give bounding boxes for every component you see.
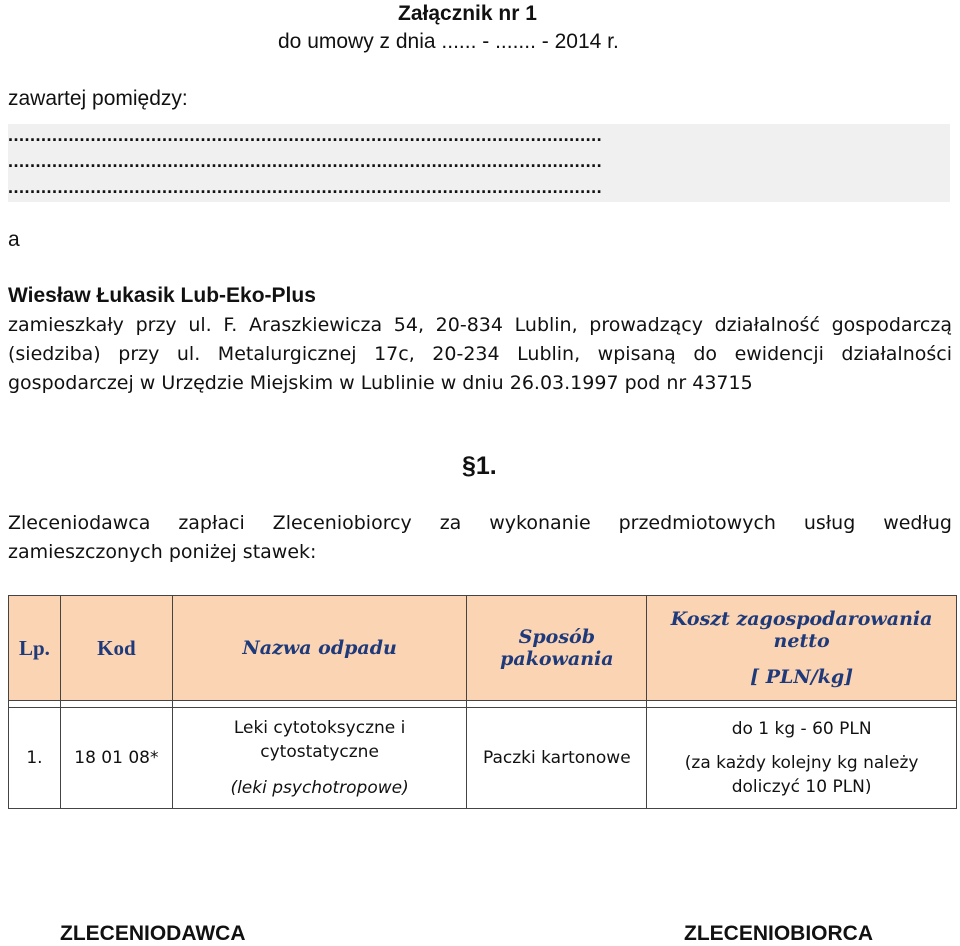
cell-koszt (647, 708, 957, 809)
cell-nazwa (172, 708, 467, 809)
header-koszt-line1: Koszt zagospodarowania (670, 608, 933, 630)
between-label: zawartej pomiędzy: (8, 87, 188, 110)
and-label: a (8, 228, 20, 251)
cell-koszt-line2: (za każdy kolejny kg należy (684, 753, 919, 773)
header-koszt-line3: [ PLN/kg] (750, 666, 854, 688)
fill-in-line: ............................................................................................................ (8, 124, 950, 150)
header-koszt (647, 596, 957, 701)
cell-lp: 1. (9, 708, 61, 809)
section-number: §1. (462, 452, 497, 480)
header-lp: Lp. (9, 596, 61, 701)
signature-client: ZLECENIODAWCA (60, 922, 246, 945)
header-sposob-line2: pakowania (500, 648, 614, 670)
cell-sposob: Paczki kartonowe (467, 708, 647, 809)
cell-kod: 18 01 08* (60, 708, 172, 809)
table-row (9, 708, 957, 809)
document-title: Załącznik nr 1 (398, 2, 537, 25)
cell-nazwa-line2: (leki psychotropowe) (230, 778, 409, 798)
header-sposob (467, 596, 647, 701)
fill-in-line: ............................................................................................................ (8, 150, 950, 176)
rates-table (8, 595, 957, 809)
spacer-row (9, 701, 957, 708)
section-text: Zleceniodawca zapłaci Zleceniobiorcy za wykonanie przedmiotowych usług według zamieszczonych poniżej stawek: (8, 512, 952, 563)
cell-koszt-line3: doliczyć 10 PLN) (731, 777, 872, 797)
table-header-row (9, 596, 957, 701)
signature-contractor: ZLECENIOBIORCA (684, 922, 873, 945)
company-description: zamieszkały przy ul. F. Araszkiewicza 54, 20-834 Lublin, prowadzący działalność gospodarczą (siedziba) przy ul. Metalurgicznej 17c, 20-234 Lublin, wpisaną do ewidencji działalności gospodarczej w Urzędzie Miejskim w Lublinie w dniu 26.03.1997 pod nr 43715 (8, 314, 952, 394)
cell-nazwa-line1: Leki cytotoksyczne i cytostatyczne (233, 718, 406, 762)
document-subtitle: do umowy z dnia ...... - ....... - 2014 r. (278, 30, 619, 53)
header-koszt-line2: netto (773, 630, 830, 652)
cell-koszt-line1: do 1 kg - 60 PLN (731, 719, 872, 739)
header-sposob-line1: Sposób (518, 626, 595, 648)
fill-in-line: ............................................................................................................ (8, 176, 950, 202)
company-name: Wiesław Łukasik Lub-Eko-Plus (8, 284, 316, 307)
header-nazwa: Nazwa odpadu (172, 596, 467, 701)
header-kod: Kod (60, 596, 172, 701)
